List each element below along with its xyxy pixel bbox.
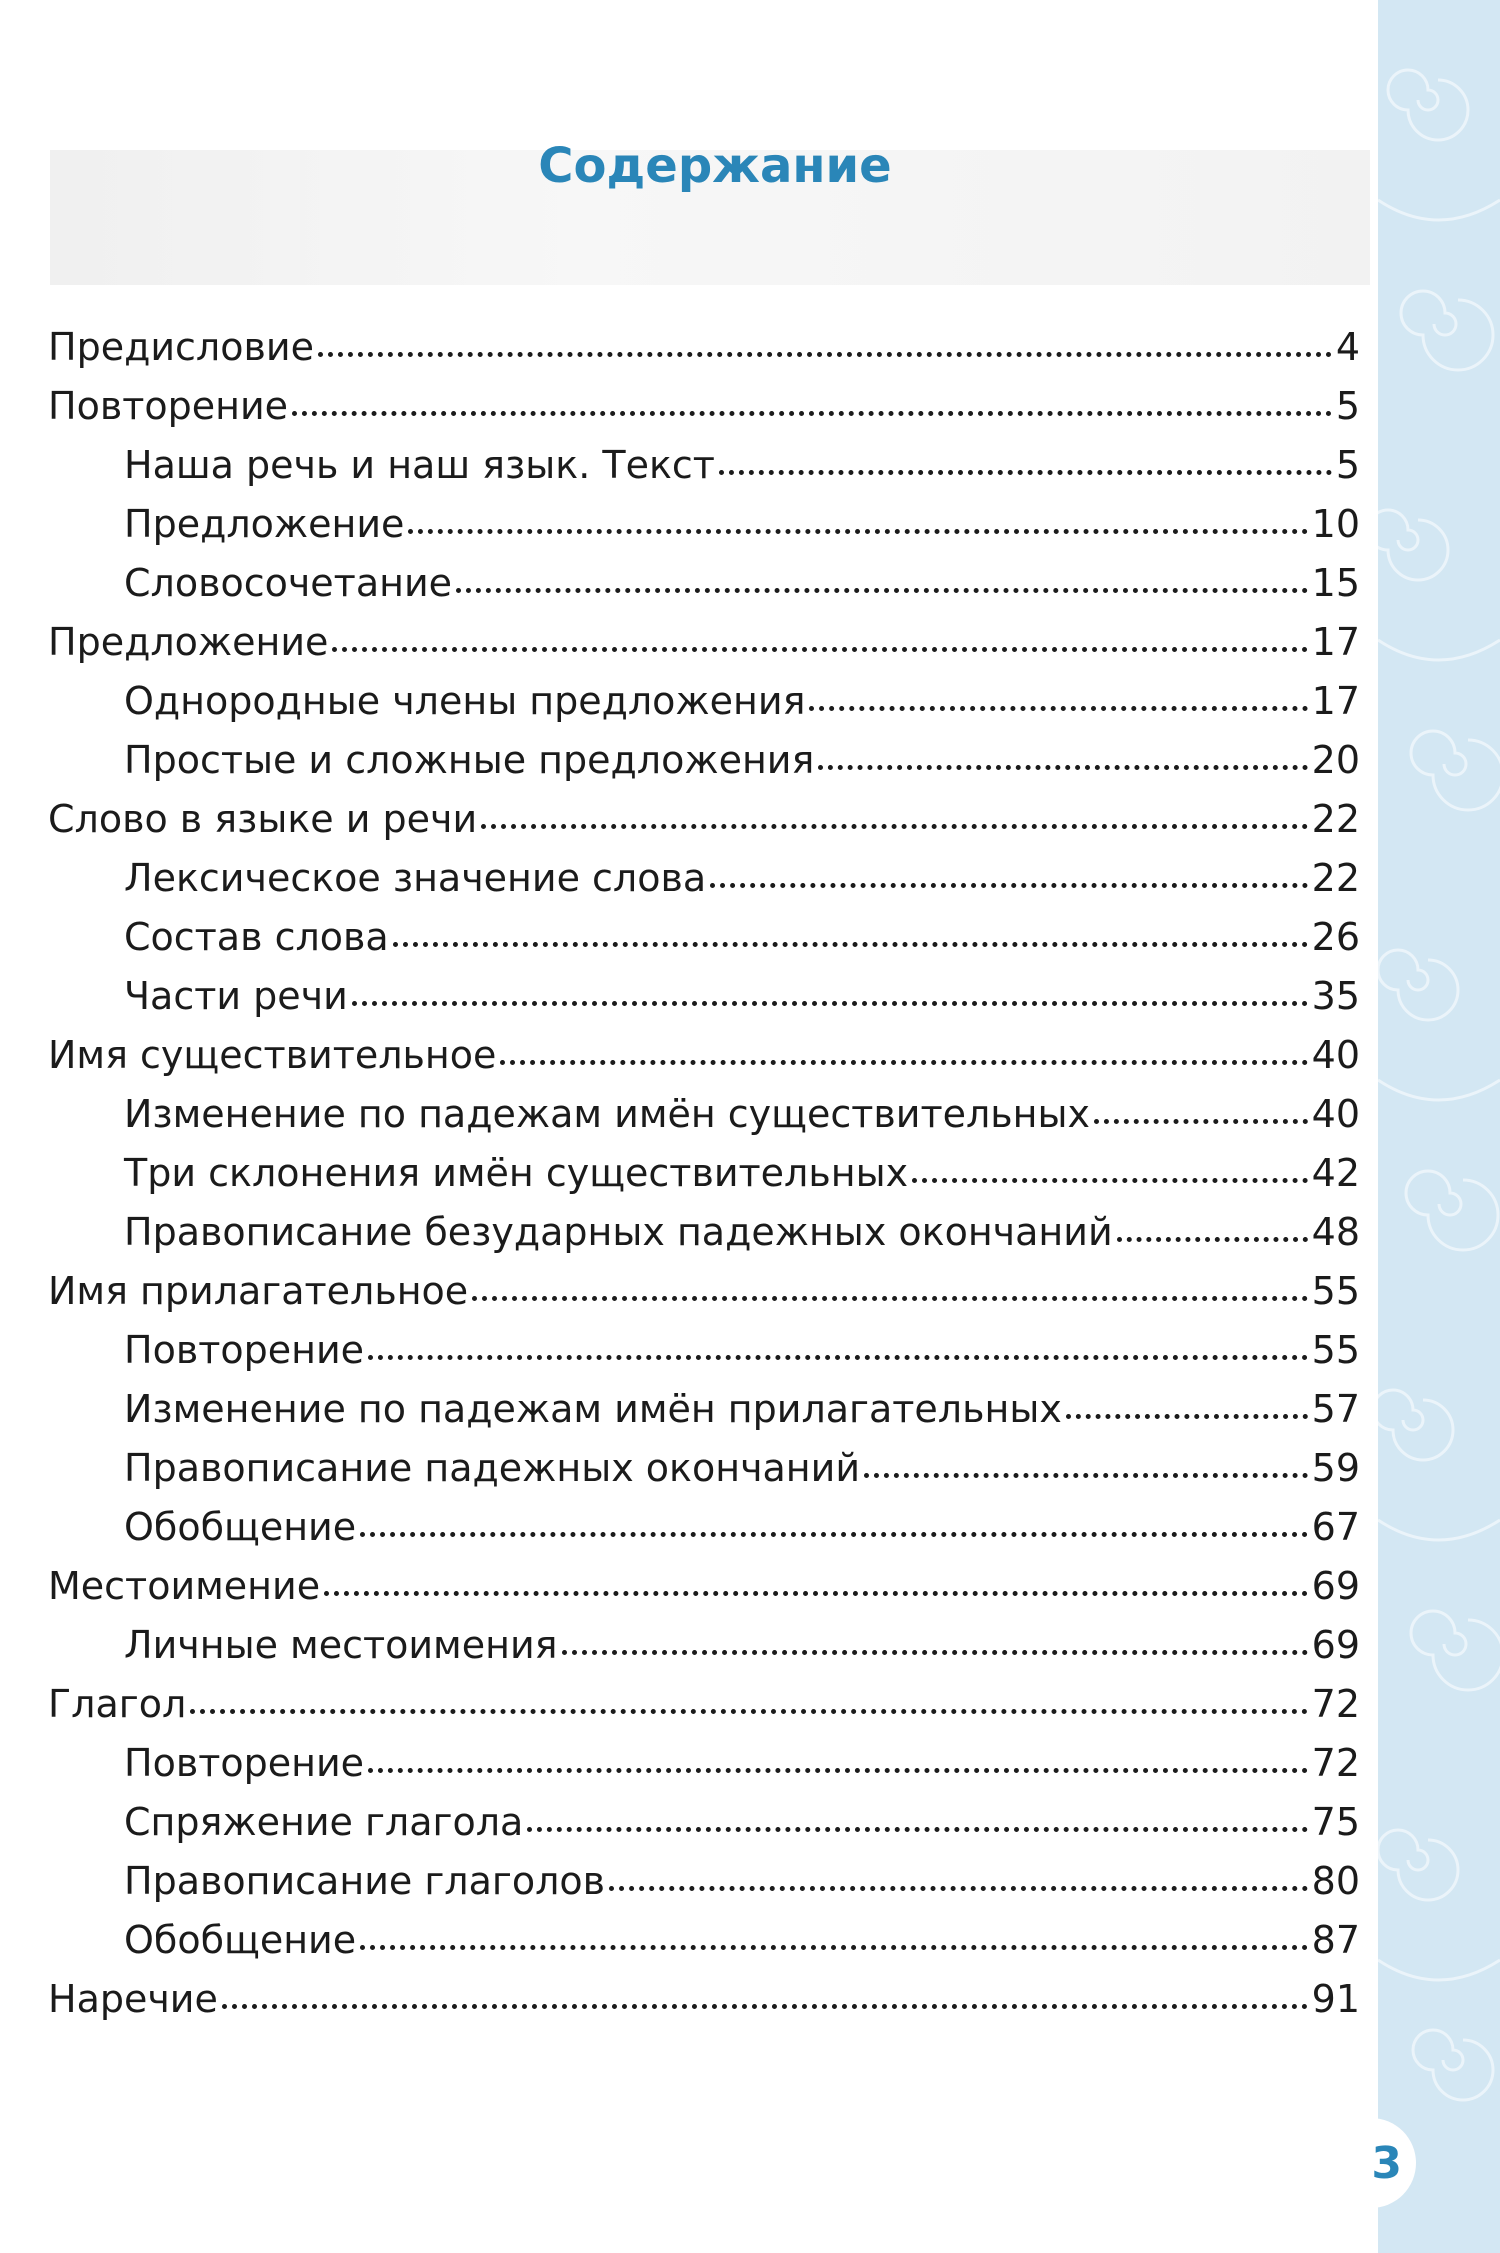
toc-dot-leader: [292, 411, 1332, 416]
toc-entry-title: Слово в языке и речи: [48, 797, 478, 841]
toc-entry-page: 87: [1311, 1918, 1360, 1962]
toc-entry: [48, 613, 1360, 672]
toc-entry-title: Повторение: [124, 1328, 365, 1372]
toc-entry-title: Обобщение: [124, 1505, 357, 1549]
toc-entry: [48, 790, 1360, 849]
toc-entry-title: Местоимение: [48, 1564, 321, 1608]
toc-entry-title: Правописание глаголов: [124, 1859, 606, 1903]
toc-entry: [48, 318, 1360, 377]
toc-subentry: [48, 1734, 1360, 1793]
toc-entry-title: Три склонения имён существительных: [124, 1151, 909, 1195]
toc-dot-leader: [393, 942, 1308, 947]
toc-entry-title: Изменение по падежам имён существительных: [124, 1092, 1090, 1136]
toc-entry-page: 20: [1311, 738, 1360, 782]
toc-entry-page: 80: [1311, 1859, 1360, 1903]
toc-entry-page: 5: [1335, 443, 1360, 487]
toc-subentry: [48, 1380, 1360, 1439]
toc-entry-title: Наречие: [48, 1977, 218, 2021]
toc-entry: [48, 1262, 1360, 1321]
toc-dot-leader: [809, 706, 1307, 711]
toc-entry: [48, 1970, 1360, 2029]
table-of-contents: [48, 318, 1360, 2029]
toc-subentry: [48, 731, 1360, 790]
toc-entry-page: 22: [1311, 797, 1360, 841]
toc-dot-leader: [332, 647, 1307, 652]
toc-subentry: [48, 1616, 1360, 1675]
toc-entry-title: Изменение по падежам имён прилагательных: [124, 1387, 1062, 1431]
toc-entry: [48, 377, 1360, 436]
toc-subentry: [48, 554, 1360, 613]
toc-dot-leader: [527, 1827, 1307, 1832]
toc-entry-page: 48: [1311, 1210, 1360, 1254]
toc-entry: [48, 1557, 1360, 1616]
toc-entry-page: 42: [1311, 1151, 1360, 1195]
toc-dot-leader: [368, 1355, 1308, 1360]
swirl-pattern-icon: [1378, 0, 1500, 2253]
toc-entry-page: 69: [1311, 1623, 1360, 1667]
toc-dot-leader: [500, 1060, 1307, 1065]
toc-entry-page: 75: [1311, 1800, 1360, 1844]
toc-entry-title: Наша речь и наш язык. Текст: [124, 443, 715, 487]
toc-entry-page: 17: [1311, 620, 1360, 664]
toc-dot-leader: [190, 1709, 1307, 1714]
toc-dot-leader: [562, 1650, 1308, 1655]
toc-subentry: [48, 436, 1360, 495]
toc-entry-page: 17: [1311, 679, 1360, 723]
toc-entry-title: Обобщение: [124, 1918, 357, 1962]
toc-entry-page: 15: [1311, 561, 1360, 605]
toc-dot-leader: [710, 883, 1307, 888]
toc-entry-page: 55: [1311, 1328, 1360, 1372]
toc-entry: [48, 1675, 1360, 1734]
toc-entry-title: Правописание падежных окончаний: [124, 1446, 861, 1490]
toc-entry-title: Имя прилагательное: [48, 1269, 469, 1313]
toc-subentry: [48, 495, 1360, 554]
toc-dot-leader: [864, 1473, 1308, 1478]
toc-dot-leader: [222, 2004, 1308, 2009]
toc-entry-page: 57: [1311, 1387, 1360, 1431]
toc-subentry: [48, 849, 1360, 908]
toc-entry-title: Словосочетание: [124, 561, 453, 605]
toc-subentry: [48, 1144, 1360, 1203]
toc-entry-page: 72: [1311, 1682, 1360, 1726]
toc-entry-page: 91: [1311, 1977, 1360, 2021]
toc-entry-page: 26: [1311, 915, 1360, 959]
toc-entry-title: Простые и сложные предложения: [124, 738, 815, 782]
toc-entry: [48, 1026, 1360, 1085]
toc-entry-page: 4: [1335, 325, 1360, 369]
toc-subentry: [48, 1911, 1360, 1970]
toc-entry-page: 35: [1311, 974, 1360, 1018]
toc-subentry: [48, 1203, 1360, 1262]
toc-entry-title: Глагол: [48, 1682, 187, 1726]
toc-dot-leader: [472, 1296, 1307, 1301]
toc-entry-title: Предложение: [48, 620, 329, 664]
toc-entry-page: 40: [1311, 1033, 1360, 1077]
toc-entry-title: Правописание безударных падежных окончаний: [124, 1210, 1113, 1254]
toc-entry-title: Предложение: [124, 502, 405, 546]
toc-entry-title: Имя существительное: [48, 1033, 497, 1077]
toc-entry-title: Повторение: [124, 1741, 365, 1785]
toc-entry-title: Состав слова: [124, 915, 389, 959]
toc-subentry: [48, 1439, 1360, 1498]
toc-entry-page: 69: [1311, 1564, 1360, 1608]
toc-dot-leader: [352, 1001, 1308, 1006]
toc-dot-leader: [1066, 1414, 1308, 1419]
page-number: 3: [1371, 2137, 1402, 2189]
toc-dot-leader: [609, 1886, 1308, 1891]
toc-dot-leader: [1117, 1237, 1308, 1242]
toc-entry-page: 22: [1311, 856, 1360, 900]
toc-dot-leader: [481, 824, 1307, 829]
toc-dot-leader: [360, 1945, 1308, 1950]
toc-entry-page: 59: [1311, 1446, 1360, 1490]
toc-dot-leader: [368, 1768, 1308, 1773]
toc-dot-leader: [324, 1591, 1308, 1596]
toc-dot-leader: [456, 588, 1308, 593]
toc-entry-title: Лексическое значение слова: [124, 856, 707, 900]
toc-entry-title: Части речи: [124, 974, 348, 1018]
toc-entry-title: Однородные члены предложения: [124, 679, 806, 723]
toc-entry-title: Личные местоимения: [124, 1623, 558, 1667]
toc-subentry: [48, 908, 1360, 967]
toc-subentry: [48, 1852, 1360, 1911]
toc-dot-leader: [1094, 1119, 1308, 1124]
page-title: Содержание: [538, 138, 892, 194]
toc-dot-leader: [318, 352, 1332, 357]
toc-dot-leader: [818, 765, 1307, 770]
toc-subentry: [48, 1498, 1360, 1557]
toc-entry-page: 5: [1335, 384, 1360, 428]
toc-dot-leader: [912, 1178, 1308, 1183]
toc-subentry: [48, 672, 1360, 731]
decorative-swirl-strip: [1378, 0, 1500, 2253]
toc-entry-page: 72: [1311, 1741, 1360, 1785]
toc-subentry: [48, 1085, 1360, 1144]
toc-entry-page: 10: [1311, 502, 1360, 546]
toc-entry-title: Спряжение глагола: [124, 1800, 524, 1844]
toc-entry-page: 40: [1311, 1092, 1360, 1136]
toc-subentry: [48, 967, 1360, 1026]
toc-entry-page: 67: [1311, 1505, 1360, 1549]
toc-entry-title: Предисловие: [48, 325, 314, 369]
toc-dot-leader: [360, 1532, 1308, 1537]
toc-entry-title: Повторение: [48, 384, 289, 428]
toc-subentry: [48, 1321, 1360, 1380]
toc-dot-leader: [408, 529, 1307, 534]
toc-subentry: [48, 1793, 1360, 1852]
toc-dot-leader: [719, 470, 1332, 475]
toc-entry-page: 55: [1311, 1269, 1360, 1313]
